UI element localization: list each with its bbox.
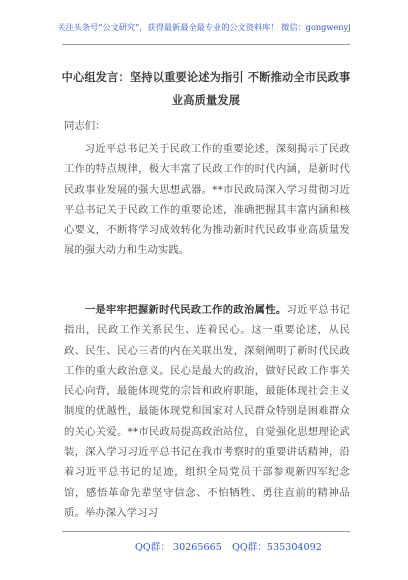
paragraph-2-body: 习近平总书记指出，民政工作关系民生、连着民心。这一重要论述，从民政、民生、民心三者的内在关联出发，深刻阐明了新时代民政工作的重大政治意义。民心是最大的政治，做好民政工作事关民心向背，最能体现党的宗旨和政府职能，最能体现社会主义制度的优越性，最能体现党和国家对人民群众特别是困难群众的关心关爱。**市民政局提高政治站位，自觉强化思想理论武装，深入学习习近平总书记在我市考察时的重要讲话精神，沿着习近平总书记的足迹，组织全局党员干部参观新四军纪念馆，感悟革命先辈坚守信念、不怕牺牲、勇往直前的精神品质。举办深入学习习	[64, 304, 350, 519]
paragraph-1: 习近平总书记关于民政工作的重要论述，深刻揭示了民政工作的特点规律，极大丰富了民政工作的时代内涵，是新时代民政事业发展的强大思想武器。**市民政局深入学习贯彻习近平总书记关于民政工作的重要论述，准确把握其丰富内涵和核心要义，不断将学习成效转化为推动新时代民政事业高质量发展的强大动力和生动实践。	[64, 143, 350, 257]
footer-qq-group-1: QQ群： 30265665	[135, 542, 222, 553]
document-title: 中心组发言：坚持以重要论述为指引 不断推动全市民政事业高质量发展	[61, 70, 351, 107]
paragraph-2-lead: 一是牢牢把握新时代民政工作的政治属性。	[84, 304, 287, 316]
header-banner: 关注头条号“公文研究”，获得最新最全最专业的公文资料库！ 微信：gongwenyj	[57, 22, 351, 32]
paragraph-2	[64, 300, 350, 523]
footer-divider	[62, 531, 350, 532]
header-divider	[62, 44, 350, 45]
salutation: 同志们：	[64, 120, 106, 132]
footer-qq-group-2: QQ群：535304092	[232, 542, 322, 553]
